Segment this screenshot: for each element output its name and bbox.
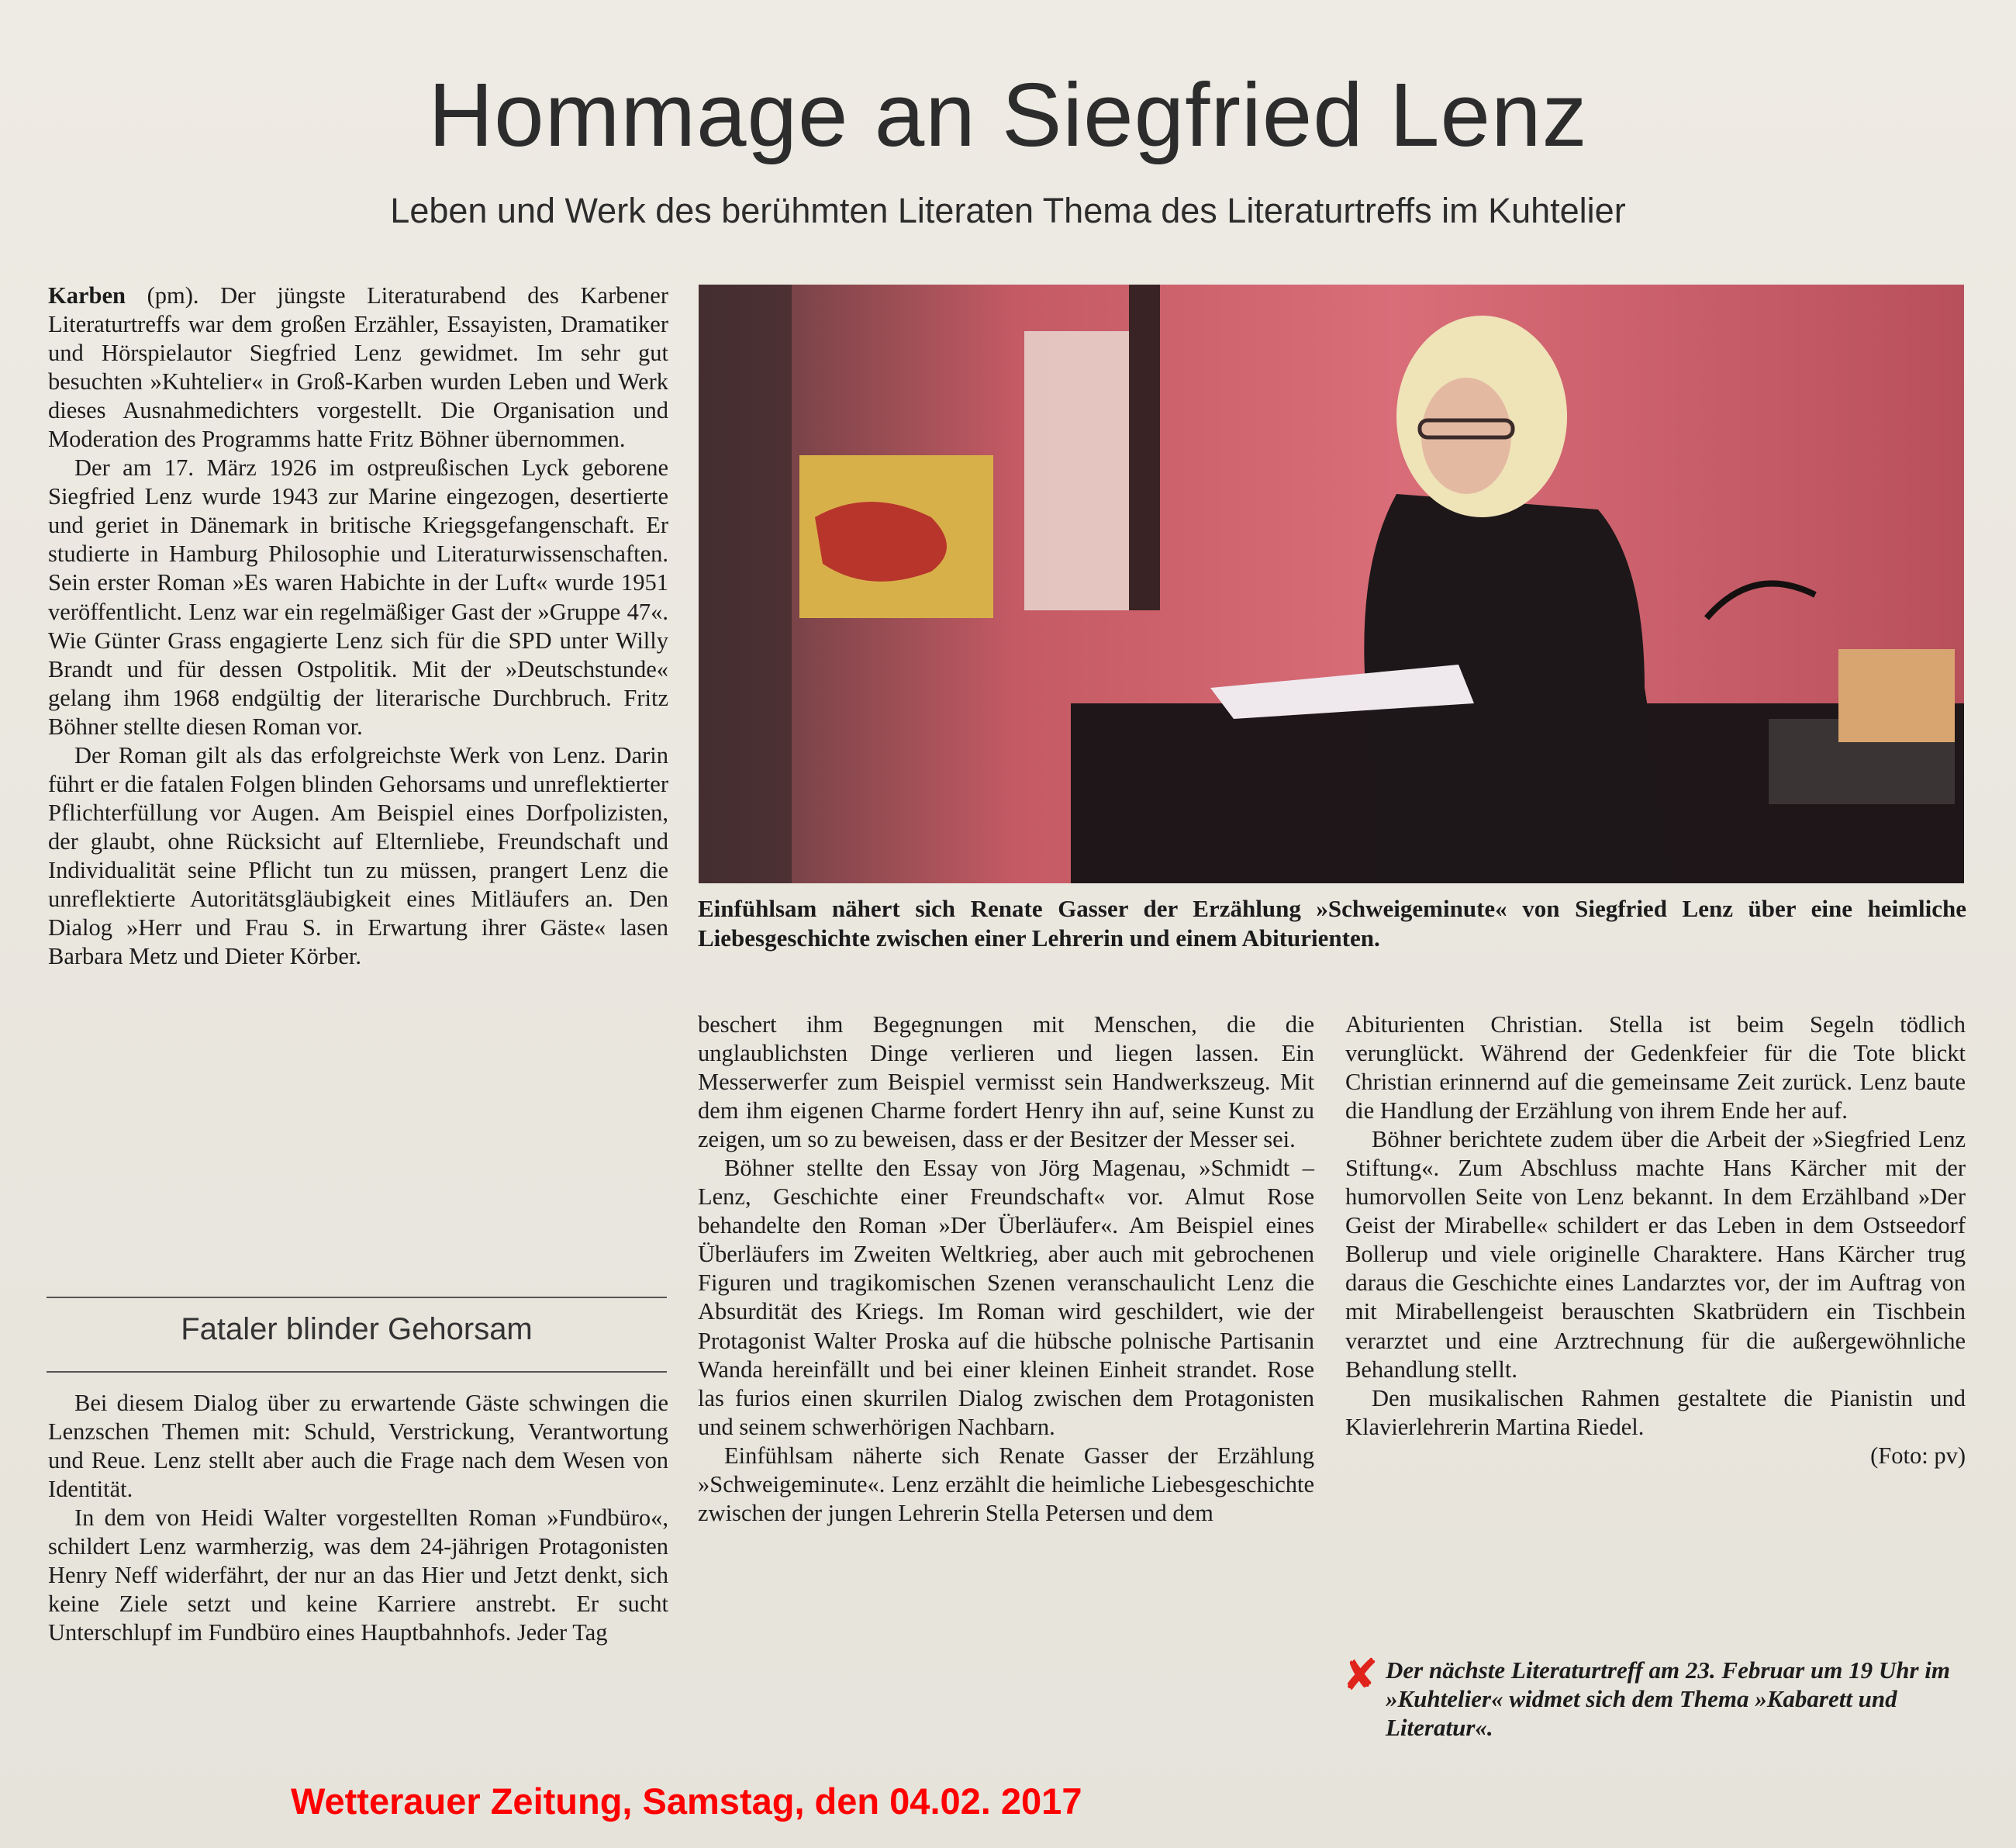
photo-illustration	[699, 285, 1964, 883]
article-paragraph: beschert ihm Begegnungen mit Menschen, die die unglaublichsten Dinge verlieren und liegen lassen. Ein Messerwerfer zum Beispiel vermisst sein Handwerkszeug. Mit dem ihm eigenen Charme fordert Henry ihn auf, seine Kunst zu zeigen, um so zu beweisen, dass er der Besitzer der Messer sei.	[698, 1011, 1314, 1153]
dark-left-edge	[699, 285, 792, 883]
photo-caption: Einfühlsam nähert sich Renate Gasser der Erzählung »Schweigeminute« von Siegfried Lenz über eine heimliche Liebesgeschichte zwischen einer Lehrerin und einem Abiturienten.	[698, 895, 1966, 952]
article-intertitle: Fataler blinder Gehorsam	[181, 1312, 533, 1346]
article-paragraph: Böhner berichtete zudem über die Arbeit der »Siegfried Lenz Stiftung«. Zum Abschluss machte Hans Kärcher mit der humorvollen Seite von Lenz bekannt. In dem Erzählband »Der Geist der Mirabelle« schildert er das Leben in dem Ostseedorf Bollerup und viele originelle Charaktere. Hans Kärcher trug daraus die Geschichte eines Landarztes vor, der im Auftrag von mit Mirabellengeist berauschten Skatbrüdern ein Tischbein verarztet und eine Arztrechnung für die außergewöhnliche Behandlung stellt.	[1345, 1126, 1966, 1383]
red-x-mark-icon: ✘	[1342, 1650, 1379, 1701]
intertitle-rule-bottom	[47, 1371, 667, 1373]
article-paragraph: Bei diesem Dialog über zu erwartende Gäste schwingen die Lenzschen Themen mit: Schuld, Verstrickung, Verantwortung und Reue. Lenz stellt aber auch die Frage nach dem Wesen von Identität.	[48, 1390, 668, 1503]
article-paragraph: Böhner stellte den Essay von Jörg Magenau, »Schmidt – Lenz, Geschichte einer Freundschaft« vor. Almut Rose behandelte den Roman »Der Überläufer«. Am Beispiel eines Überläufers im Zweiten Weltkrieg, aber auch mit gebrochenen Figuren und tragikomischen Szenen veranschaulicht Lenz die Absurdität des Kriegs. Im Roman wird geschildert, wie der Protagonist Walter Proska auf die hübsche polnische Partisanin Wanda hereinfällt und bei einer kleinen Einheit strandet. Rose las furios einen skurrilen Dialog zwischen dem Protagonisten und seinem schwerhörigen Nachbarn.	[698, 1155, 1314, 1440]
article-paragraph: In dem von Heidi Walter vorgestellten Roman »Fundbüro«, schildert Lenz warmherzig, was dem 24-jährigen Protagonisten Henry Neff widerfährt, der nur an das Hier und Jetzt denkt, sich keine Ziele setzt und keine Karriere anstrebt. Er sucht Unterschlupf im Fundbüro eines Hauptbahnhofs. Jeder Tag	[48, 1504, 668, 1646]
event-notice	[1342, 1650, 1966, 1743]
source-citation: Wetterauer Zeitung, Samstag, den 04.02. 2017	[291, 1781, 1082, 1822]
article-paragraph: Der Roman gilt als das erfolgreichste Werk von Lenz. Darin führt er die fatalen Folgen blinden Gehorsams und unreflektierter Pflichterfüllung vor Augen. Am Beispiel eines Dorfpolizisten, der glaubt, ohne Rücksicht auf Elternliebe, Freundschaft und Individualität seine Pflicht tun zu müssen, prangert Lenz die unreflektierte Autoritätsgläubigkeit eines Mitläufers an. Den Dialog »Herr und Frau S. in Erwartung ihrer Gäste« lasen Barbara Metz und Dieter Körber.	[48, 741, 668, 970]
shelf-niche	[1024, 331, 1133, 610]
article-photo	[699, 285, 1964, 883]
stand-pole	[1129, 285, 1160, 610]
intertitle-rule-top	[47, 1297, 667, 1298]
article-paragraph: Abiturienten Christian. Stella ist beim Segeln tödlich verunglückt. Während der Gedenkfeier für die Tote blickt Christian erinnernd auf die gemeinsame Zeit zurück. Lenz baute die Handlung der Erzählung von ihrem Ende her auf.	[1345, 1011, 1966, 1124]
paragraph-text: (pm). Der jüngste Literaturabend des Karbener Literaturtreffs war dem großen Erzähler, Essayisten, Dramatiker und Hörspielautor Siegfried Lenz gewidmet. Im sehr gut besuchten »Kuhtelier« in Groß-Karben wurden Leben und Werk dieses Ausnahmedichters vorgestellt. Die Organisation und Moderation des Programms hatte Fritz Böhner übernommen.	[48, 282, 668, 453]
event-notice-text: Der nächste Literaturtreff am 23. Februar um 19 Uhr im »Kuhtelier« widmet sich dem Thema »Kabarett und Literatur«.	[1386, 1656, 1951, 1742]
article-column-1-lower	[48, 1389, 668, 1647]
article-paragraph: Einfühlsam näherte sich Renate Gasser der Erzählung »Schweigeminute«. Lenz erzählt die heimliche Liebesgeschichte zwischen der jungen Lehrerin Stella Petersen und dem	[698, 1442, 1314, 1526]
lamp	[1838, 649, 1955, 742]
article-paragraph	[48, 282, 668, 454]
photo-credit-line	[1345, 1442, 1966, 1470]
photo-credit: (Foto: pv)	[1870, 1442, 1966, 1469]
article-column-2	[698, 1010, 1314, 1528]
article-subheadline: Leben und Werk des berühmten Literaten Thema des Literaturtreffs im Kuhtelier	[390, 191, 1626, 230]
article-column-3	[1345, 1010, 1966, 1470]
article-column-1	[48, 282, 668, 971]
article-paragraph: Den musikalischen Rahmen gestaltete die Pianistin und Klavierlehrerin Martina Riedel.	[1345, 1384, 1966, 1440]
article-paragraph: Der am 17. März 1926 im ostpreußischen Lyck geborene Siegfried Lenz wurde 1943 zur Marine eingezogen, desertierte und geriet in Dänemark in britische Kriegsgefangenschaft. Er studierte in Hamburg Philosophie und Literaturwissenschaften. Sein erster Roman »Es waren Habichte in der Luft« wurde 1951 veröffentlicht. Lenz war ein regelmäßiger Gast der »Gruppe 47«. Wie Günter Grass engagierte Lenz sich für die SPD unter Willy Brandt und für dessen Ostpolitik. Mit der »Deutschstunde« gelang ihm 1968 endgültig der literarische Durchbruch. Fritz Böhner stellte diesen Roman vor.	[48, 454, 668, 740]
dateline: Karben	[48, 282, 126, 309]
article-headline: Hommage an Siegfried Lenz	[428, 64, 1588, 165]
